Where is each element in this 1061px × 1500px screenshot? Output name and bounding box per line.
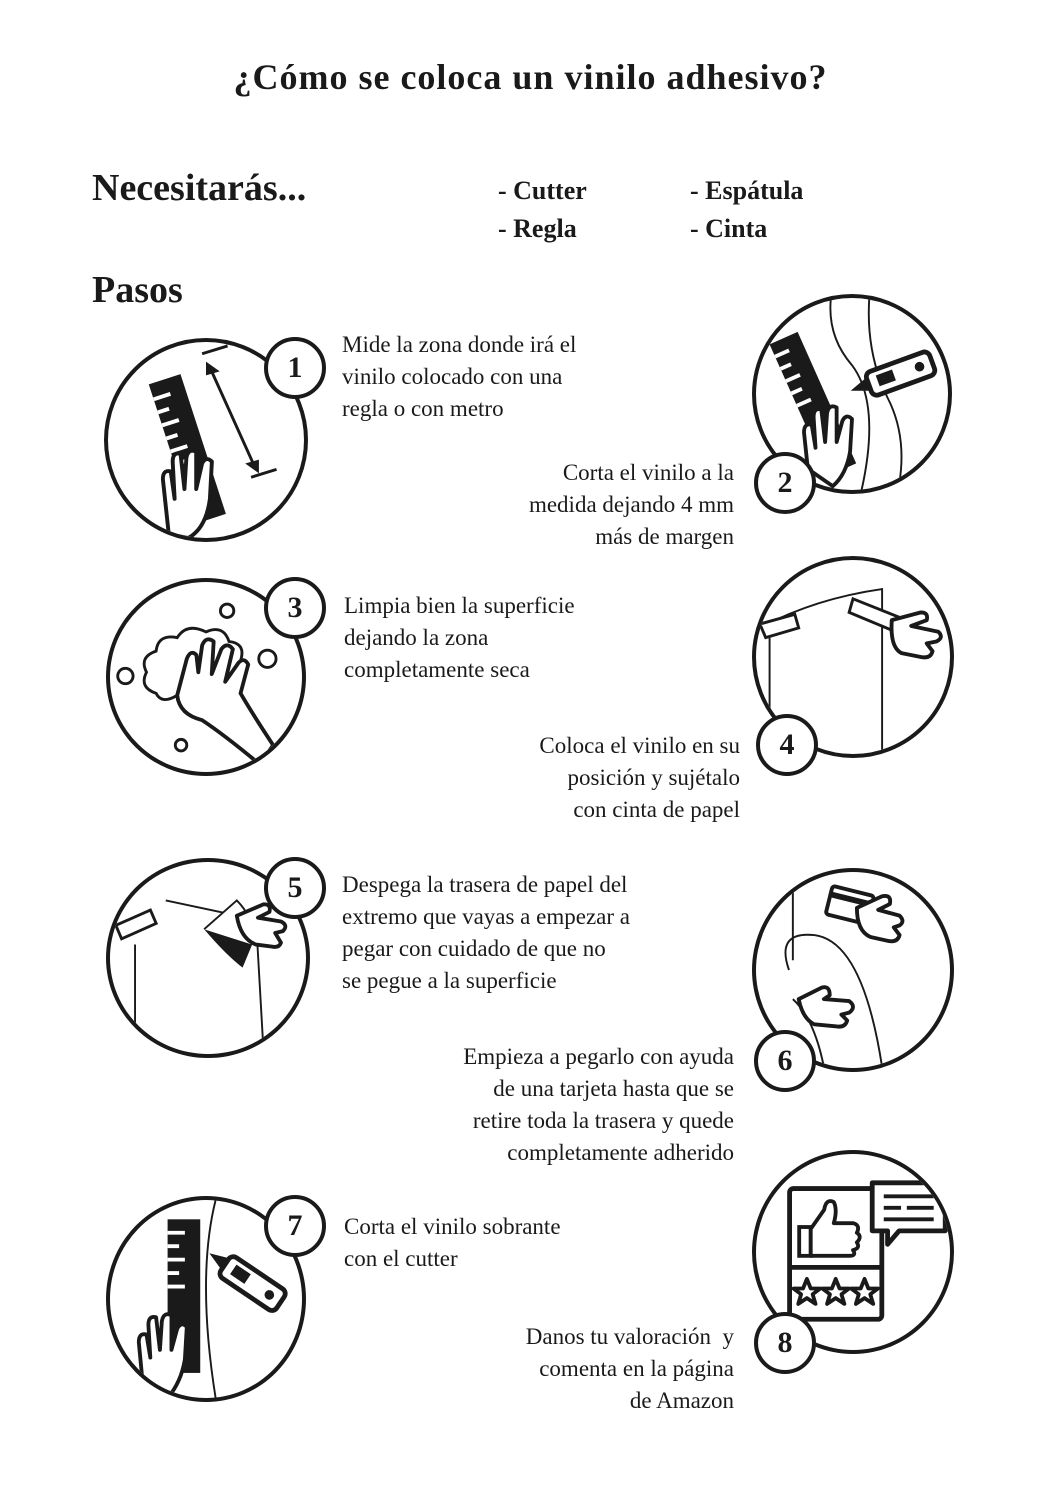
- step-1-line: Mide la zona donde irá el: [342, 332, 577, 357]
- step-4-text: [400, 730, 740, 826]
- step-5-line: Despega la trasera de papel del: [342, 872, 628, 897]
- step-5-line: pegar con cuidado de que no: [342, 936, 606, 961]
- step-2-line: más de margen: [595, 524, 734, 549]
- step-8-line: de Amazon: [629, 1388, 734, 1413]
- step-1-number: 1: [264, 337, 326, 399]
- step-6-line: retire toda la trasera y quede: [472, 1108, 734, 1133]
- step-8-text: [380, 1321, 734, 1417]
- step-2-text: [400, 457, 734, 553]
- step-7-line: con el cutter: [344, 1246, 458, 1271]
- page-title: ¿Cómo se coloca un vinilo adhesivo?: [233, 57, 828, 97]
- step-1-text: [342, 329, 576, 425]
- step-5-number: 5: [264, 857, 326, 919]
- step-7-text: [344, 1211, 561, 1275]
- step-2-number: 2: [754, 452, 816, 514]
- step-5-text: [342, 869, 630, 997]
- step-8-line: Danos tu valoración y: [525, 1324, 734, 1349]
- step-3-line: completamente seca: [344, 657, 530, 682]
- step-4-number: 4: [756, 714, 818, 776]
- step-2-line: Corta el vinilo a la: [562, 460, 734, 485]
- step-6-number: 6: [754, 1030, 816, 1092]
- step-4-line: Coloca el vinilo en su: [539, 733, 740, 758]
- step-4-line: posición y sujétalo: [567, 765, 740, 790]
- step-7-number: 7: [264, 1195, 326, 1257]
- step-6-line: completamente adherido: [507, 1140, 734, 1165]
- step-5-line: extremo que vayas a empezar a: [342, 904, 630, 929]
- tool-regla: - Regla: [498, 214, 577, 243]
- step-6-line: de una tarjeta hasta que se: [493, 1076, 734, 1101]
- step-6-line: Empieza a pegarlo con ayuda: [463, 1044, 734, 1069]
- step-3-line: Limpia bien la superficie: [344, 593, 575, 618]
- tool-cinta: - Cinta: [690, 214, 768, 243]
- needs-heading: Necesitarás...: [92, 167, 307, 209]
- steps-heading: Pasos: [92, 269, 183, 311]
- step-6-text: [330, 1041, 734, 1169]
- tool-cutter: - Cutter: [498, 176, 587, 205]
- step-3-number: 3: [264, 577, 326, 639]
- step-4-line: con cinta de papel: [573, 797, 740, 822]
- step-1-line: vinilo colocado con una: [342, 364, 563, 389]
- step-2-line: medida dejando 4 mm: [528, 492, 734, 517]
- step-8-line: comenta en la página: [539, 1356, 734, 1381]
- step-8-number: 8: [754, 1312, 816, 1374]
- tool-espatula: - Espátula: [690, 176, 804, 205]
- step-5-line: se pegue a la superficie: [342, 968, 557, 993]
- step-3-line: dejando la zona: [344, 625, 489, 650]
- step-3-text: [344, 590, 575, 686]
- step-1-line: regla o con metro: [342, 396, 504, 421]
- step-7-line: Corta el vinilo sobrante: [344, 1214, 561, 1239]
